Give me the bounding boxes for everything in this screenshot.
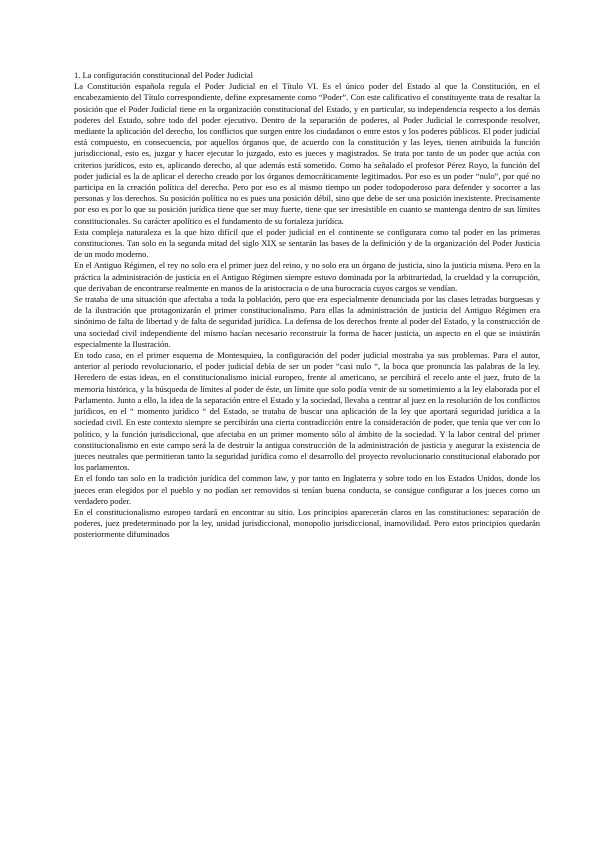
paragraph-4: Se trataba de una situación que afectaba a toda la población, pero que era especialmente denunciada por las clases letradas burguesas y de la ilustración que protagonizarán el primer constitucionalismo. Para ellas la administración de justicia del Antiguo Régimen era sinónimo de falta de libertad y de falta de seguridad jurídica. La defensa de los derechos frente al poder del Estado, y la construcción de una sociedad civil independiente del mismo hacían necesario reconstruir la forma de hacer justicia, un aspecto en el que se insistirán especialmente la Ilustración. — [74, 294, 540, 349]
section-heading: 1. La configuración constitucional del Poder Judicial — [74, 70, 253, 80]
document-page — [74, 70, 540, 541]
paragraph-5: En todo caso, en el primer esquema de Montesquieu, la configuración del poder judicial mostraba ya sus problemas. Para el autor, anterior al periodo revolucionario, el poder judicial debía de ser un poder “casi nulo “, la boca que pronuncia las palabras de la ley. Heredero de estas ideas, en el constitucionalismo inicial europeo, frente al americano, se percibirá el recelo ante el juez, fruto de la memoria histórica, y la búsqueda de límites al poder de éste, un límite que solo podía venir de su sometimiento a la ley elaborada por el Parlamento. Junto a ello, la idea de la separación entre el Estado y la sociedad, llevaba a centrar al juez en la resolución de los conflictos jurídicos, en el “ momento jurídico “ del Estado, se trataba de buscar una aplicación de la ley que aportará seguridad jurídica a la sociedad civil. En este contexto siempre se percibirán una cierta contradicción entre la consideración de poder, que tenía que ver con lo político, y la función jurisdiccional, que afectaba en un primer momento sólo al ámbito de la sociedad. Y la labor central del primer constitucionalismo en este campo será la de destruir la antigua construcción de la administración de justicia y asegurar la existencia de jueces neutrales que permitieran tanto la seguridad jurídica como el desarrollo del proyecto revolucionario constitucional elaborado por los parlamentos. — [74, 350, 540, 473]
paragraph-6: En el fondo tan solo en la tradición jurídica del common law, y por tanto en Inglaterra y sobre todo en los Estados Unidos, donde los jueces eran elegidos por el pueblo y no podían ser removidos si tenían buena conducta, se consigue configurar a los jueces como un verdadero poder. — [74, 473, 540, 506]
paragraph-7: En el constitucionalismo europeo tardará en encontrar su sitio. Los principios aparecerán claros en las constituciones: separación de poderes, juez predeterminado por la ley, unidad jurisdiccional, monopolio jurisdiccional, inamovilidad. Pero estos principios quedarán posteriormente difuminados — [74, 506, 540, 540]
paragraph-2: Esta compleja naturaleza es la que hizo difícil que el poder judicial en el continente se configurara como tal poder en las primeras constituciones. Tan solo en la segunda mitad del siglo XIX se sentarán las bases de la definición y de la organización del Poder Justicia de un modo moderno. — [74, 226, 540, 260]
paragraph-3: En el Antiguo Régimen, el rey no solo era el primer juez del reino, y no solo era un órgano de justicia, sino la justicia misma. Pero en la práctica la administración de justicia en el Antiguo Régimen siempre estuvo dominada por la arbitrariedad, la crueldad y la corrupción, que derivaban de encontrarse realmente en manos de la aristocracia o de una burocracia cuyos cargos se vendían. — [74, 260, 540, 293]
paragraph-1: La Constitución española regula el Poder Judicial en el Título VI. Es el único poder del Estado al que la Constitución, en el encabezamiento del Título correspondiente, define expresamente como “Poder”. Con este calificativo el constituyente trata de resaltar la posición que el Poder Judicial tiene en la organización constitucional del Estado, y en particular, su independencia respecto a los demás poderes del Estado, sobre todo del poder ejecutivo. Dentro de la separación de poderes, al Poder Judicial le corresponde resolver, mediante la aplicación del derecho, los conflictos que surgen entre los ciudadanos o entre estos y los poderes públicos. El poder judicial está compuesto, en consecuencia, por aquellos órganos que, de acuerdo con la constitución y las leyes, tienen atribuida la función jurisdiccional, esto es, juzgar y hacer ejecutar lo juzgado, esto es jueces y magistrados. Se trata por tanto de un poder que actúa con criterios jurídicos, esto es, aplicando derecho, al que además está sometido. Como ha señalado el profesor Pérez Royo, la función del poder judicial es la de aplicar el derecho creado por los órganos democráticamente legitimados. Por eso es un poder “nulo”, por qué no participa en la creación política del derecho. Pero por eso es al mismo tiempo un poder todopoderoso para defender y socorrer a las personas y los derechos. Su posición política no es pues una posición débil, sino que debe de ser una posición inexistente. Precisamente por eso es por lo que su posición jurídica tiene que ser muy fuerte, tiene que ser irresistible en cuanto se mantenga dentro de sus límites constitucionales. Su carácter apolítico es el fundamento de su fortaleza jurídica. — [74, 81, 540, 226]
